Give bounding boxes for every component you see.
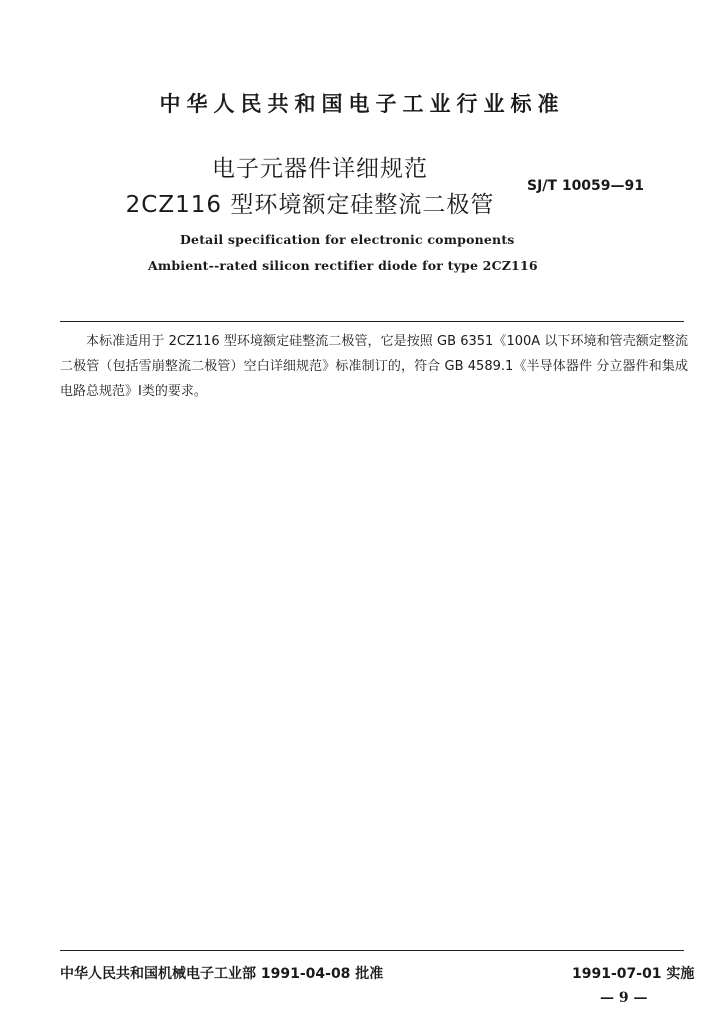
- issuing-body-header: 中华人民共和国电子工业行业标准: [159, 92, 565, 116]
- approval-statement: 中华人民共和国机械电子工业部 1991-04-08 批准: [60, 966, 384, 982]
- english-title-line-1: Detail specification for electronic components: [180, 232, 515, 247]
- standard-number: SJ/T 10059—91: [527, 178, 645, 194]
- chinese-title-line-1: 电子元器件详细规范: [212, 156, 428, 182]
- scope-paragraph: 本标准适用于 2CZ116 型环境额定硅整流二极管，它是按照 GB 6351《100A 以下环境和管壳额定整流二极管（包括雪崩整流二极管）空白详细规范》标准制订的，符合 GB 4589.1《半导体器件 分立器件和集成电路总规范》Ⅰ类的要求。: [60, 334, 688, 399]
- english-title-line-2: Ambient--rated silicon rectifier diode for type 2CZ116: [148, 258, 538, 273]
- bottom-divider: [60, 950, 684, 951]
- page-number: — 9 —: [600, 990, 648, 1006]
- top-divider: [60, 321, 684, 322]
- chinese-title-line-2: 2CZ116 型环境额定硅整流二极管: [125, 192, 495, 218]
- effective-date: 1991-07-01 实施: [572, 966, 695, 982]
